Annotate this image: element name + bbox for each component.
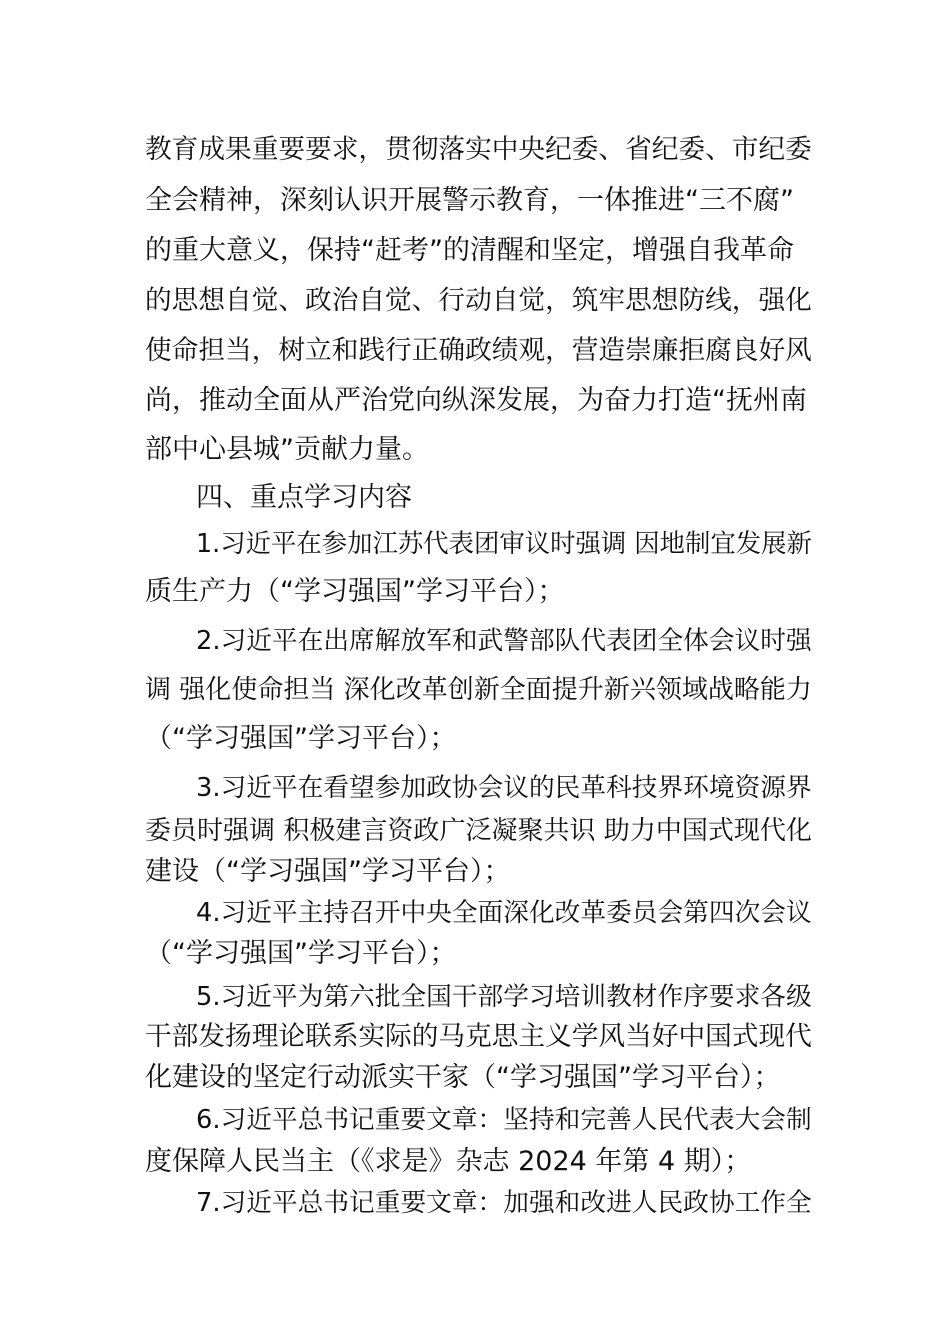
text-line: 全会精神，深刻认识开展警示教育，一体推进“三不腐” bbox=[145, 185, 794, 216]
text-line: 调 强化使命担当 深化改革创新全面提升新兴领域战略能力 bbox=[145, 675, 812, 705]
text-line: 质生产力（“学习强国”学习平台）； bbox=[145, 576, 565, 607]
list-item-2: 2.习近平在出席解放军和武警部队代表团全体会议时强 bbox=[196, 626, 812, 656]
text-line: 化建设的坚定行动派实干家（“学习强国”学习平台）； bbox=[145, 1062, 781, 1093]
section-heading: 四、重点学习内容 bbox=[196, 482, 412, 513]
text-line: 部中心县城”贡献力量。 bbox=[145, 434, 429, 465]
text-line: 委员时强调 积极建言资政广泛凝聚共识 助力中国式现代化 bbox=[145, 816, 812, 846]
text-line: 使命担当，树立和践行正确政绩观，营造崇廉拒腐良好风 bbox=[145, 335, 812, 366]
list-item-7: 7.习近平总书记重要文章：加强和改进人民政协工作全 bbox=[196, 1188, 812, 1218]
list-item-5: 5.习近平为第六批全国干部学习培训教材作序要求各级 bbox=[196, 982, 812, 1012]
text-line: 干部发扬理论联系实际的马克思主义学风当好中国式现代 bbox=[145, 1021, 812, 1052]
text-line: 教育成果重要要求，贯彻落实中央纪委、省纪委、市纪委 bbox=[145, 134, 812, 165]
list-item-1: 1.习近平在参加江苏代表团审议时强调 因地制宜发展新 bbox=[196, 528, 812, 558]
text-line: 度保障人民当主（《求是》杂志 2024 年第 4 期）； bbox=[145, 1146, 752, 1177]
text-line: （“学习强国”学习平台）； bbox=[145, 723, 457, 754]
text-line: （“学习强国”学习平台）； bbox=[145, 938, 457, 969]
text-line: 尚，推动全面从严治党向纵深发展，为奋力打造“抚州南 bbox=[145, 385, 807, 416]
list-item-3: 3.习近平在看望参加政协会议的民革科技界环境资源界 bbox=[196, 773, 812, 803]
list-item-6: 6.习近平总书记重要文章：坚持和完善人民代表大会制 bbox=[196, 1105, 812, 1135]
text-line: 建设（“学习强国”学习平台）； bbox=[145, 856, 511, 887]
text-line: 的思想自觉、政治自觉、行动自觉，筑牢思想防线，强化 bbox=[145, 285, 812, 316]
list-item-4: 4.习近平主持召开中央全面深化改革委员会第四次会议 bbox=[196, 898, 812, 928]
text-line: 的重大意义，保持“赶考”的清醒和坚定，增强自我革命 bbox=[145, 235, 794, 266]
